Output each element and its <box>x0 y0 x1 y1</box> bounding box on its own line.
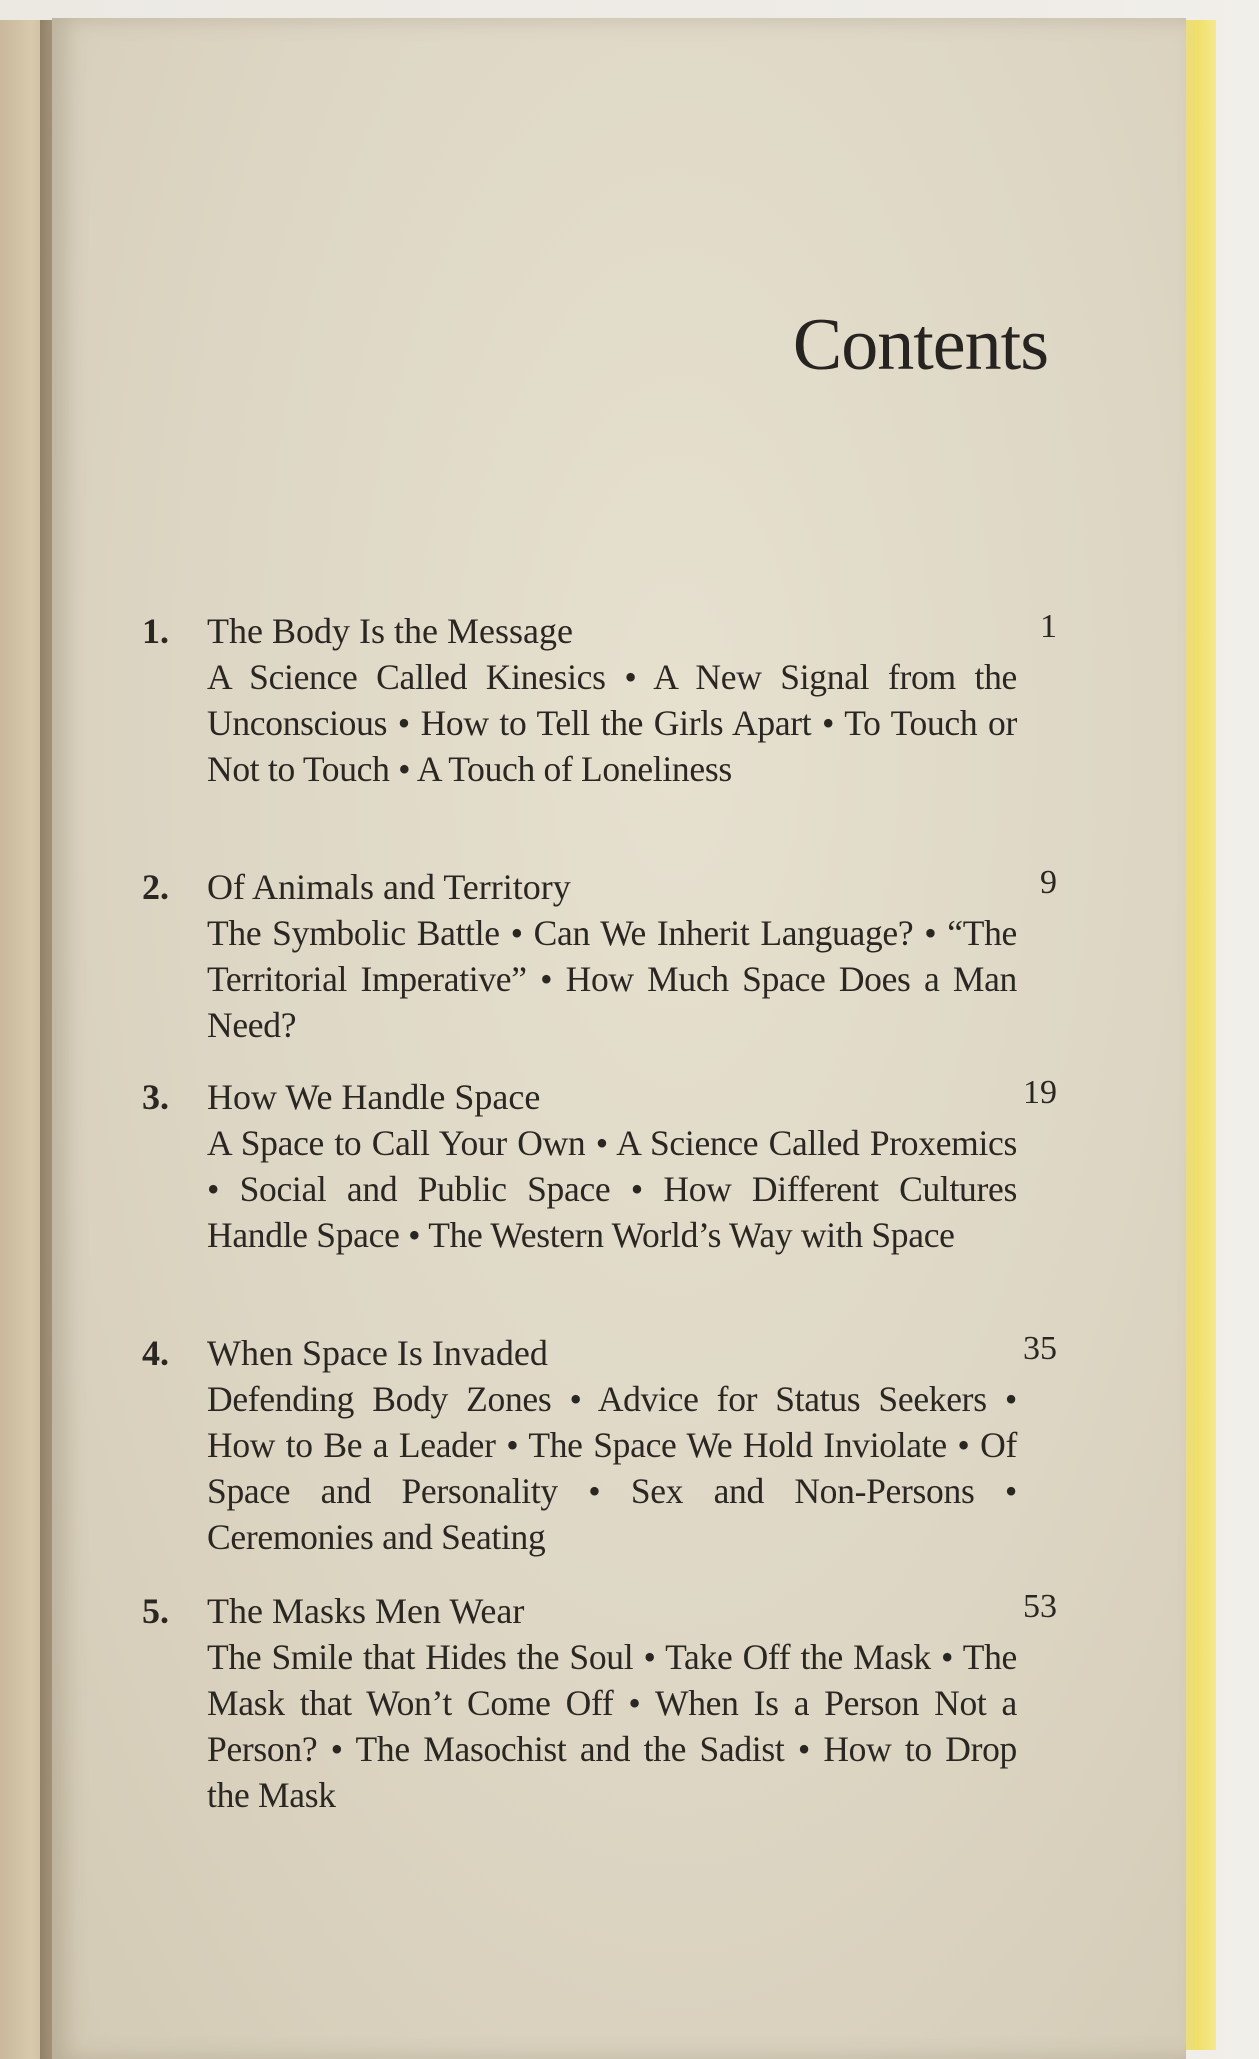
chapter-number: 3. <box>142 1077 169 1117</box>
chapter-title: The Masks Men Wear <box>207 1591 525 1631</box>
chapter-subtopics: The Smile that Hides the Soul • Take Off the Mask • The Mask that Won’t Come Off • When Is a Person Not a Person? • The Masochist and the Sadist • How to Drop the Mask <box>207 1637 1017 1815</box>
chapter-title: When Space Is Invaded <box>207 1333 548 1373</box>
chapter-number: 2. <box>142 867 169 907</box>
chapter-title: The Body Is the Message <box>207 611 573 651</box>
chapter-subtopics: A Space to Call Your Own • A Science Called Proxemics • Social and Public Space • How Different Cultures Handle Space • The Western World’s Way with Space <box>207 1123 1017 1255</box>
chapter-number: 5. <box>142 1591 169 1631</box>
chapter-subtopics: A Science Called Kinesics • A New Signal from the Unconscious • How to Tell the Girls Apart • To Touch or Not to Touch • A Touch of Loneliness <box>207 657 1017 789</box>
chapter-title: How We Handle Space <box>207 1077 541 1117</box>
chapter-subtopics: The Symbolic Battle • Can We Inherit Language? • “The Territorial Imperative” • How Much Space Does a Man Need? <box>207 913 1017 1045</box>
chapter-page-number: 9 <box>1040 864 1057 901</box>
page-title: Contents <box>792 304 1048 386</box>
chapter-page-number: 35 <box>1023 1330 1057 1367</box>
chapter-page-number: 19 <box>1023 1074 1057 1111</box>
chapter-page-number: 1 <box>1040 608 1057 645</box>
book-page <box>52 18 1186 2059</box>
chapter-subtopics: Defending Body Zones • Advice for Status Seekers • How to Be a Leader • The Space We Hold Inviolate • Of Space and Personality • Sex and Non-Persons • Ceremonies and Seating <box>207 1379 1017 1557</box>
chapter-number: 4. <box>142 1333 169 1373</box>
chapter-page-number: 53 <box>1023 1588 1057 1625</box>
chapter-title: Of Animals and Territory <box>207 867 571 907</box>
chapter-number: 1. <box>142 611 169 651</box>
